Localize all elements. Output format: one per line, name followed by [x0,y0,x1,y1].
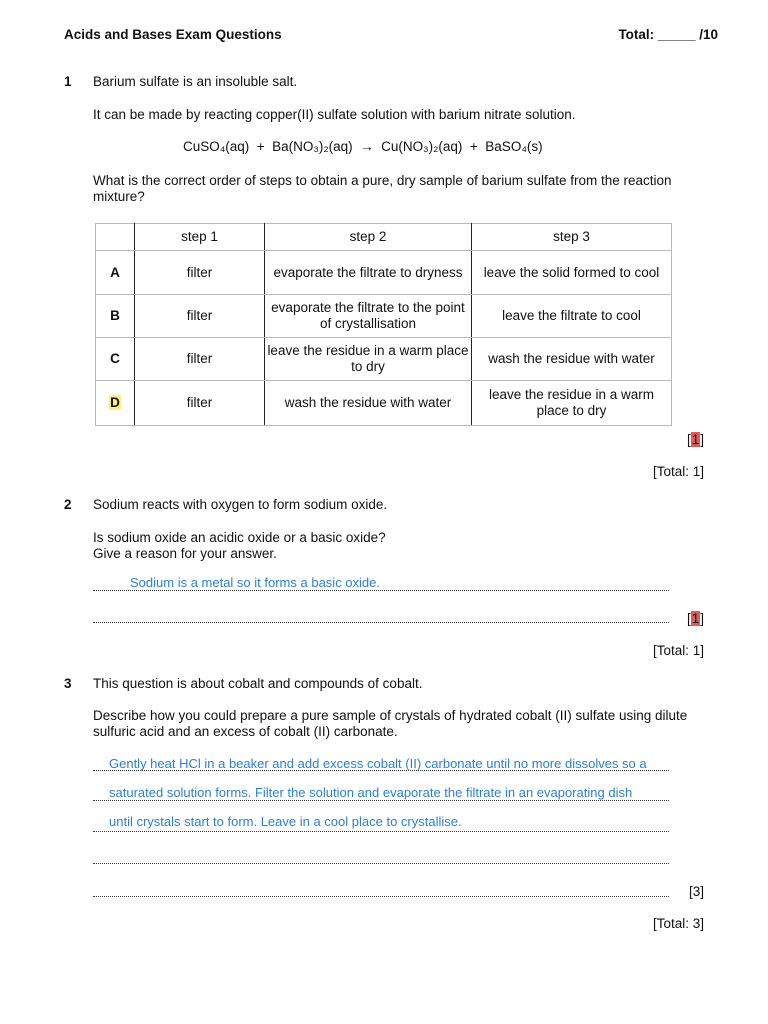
row-label-a: A [96,251,135,295]
q2-line1: Sodium reacts with oxygen to form sodium oxide. [93,497,388,512]
q3-answer-line-1: Gently heat HCl in a beaker and add excess cobalt (II) carbonate until no more dissolves so a [109,756,647,771]
q3-mark: [3] [688,884,704,899]
table-header-empty [96,224,135,251]
row-label-b: B [96,295,135,338]
q3-total: [Total: 3] [652,916,704,931]
table-header-step3: step 3 [472,224,672,251]
q2-mark-value: 1 [691,611,700,626]
cell-step2: evaporate the filtrate to the point of crystallisation [265,295,472,338]
row-label-c: C [96,338,135,381]
table-header-row [96,224,672,251]
cell-step1: filter [135,381,265,426]
answer-line [93,622,669,623]
answer-line [93,590,669,591]
q1-line1: Barium sulfate is an insoluble salt. [93,74,298,89]
cell-step1: filter [135,338,265,381]
cell-step2: leave the residue in a warm place to dry [265,338,472,381]
q3-line2: Describe how you could prepare a pure sample of crystals of hydrated cobalt (II) sulfate using dilute sulfuric acid and an excess of cobalt (II) carbonate. [93,708,688,739]
table-row [96,381,672,426]
question-3-number: 3 [64,676,72,691]
q1-question: What is the correct order of steps to obtain a pure, dry sample of barium sulfate from the reaction mixture? [93,173,672,204]
q2-mark: [1] [686,611,704,626]
table-header-step1: step 1 [135,224,265,251]
answer-line [93,800,669,801]
steps-table [95,223,672,426]
question-1-number: 1 [64,74,72,89]
q1-total: [Total: 1] [652,464,704,479]
cell-step1: filter [135,251,265,295]
selected-answer-highlight: D [110,395,120,410]
question-2-number: 2 [64,497,72,512]
total-score: Total: _____ /10 [618,27,718,42]
cell-step2: evaporate the filtrate to dryness [265,251,472,295]
q3-line1: This question is about cobalt and compounds of cobalt. [93,676,423,691]
q1-mark-value: 1 [691,432,700,447]
cell-step3: leave the filtrate to cool [472,295,672,338]
cell-step3: leave the residue in a warm place to dry [472,381,672,426]
q1-line2: It can be made by reacting copper(II) sulfate solution with barium nitrate solution. [93,107,576,122]
table-row [96,295,672,338]
table-row [96,251,672,295]
answer-line [93,896,669,897]
cell-step3: wash the residue with water [472,338,672,381]
q3-answer-line-2: saturated solution forms. Filter the solution and evaporate the filtrate in an evaporating dish [109,785,633,800]
answer-line [93,831,669,832]
answer-line [93,863,669,864]
q2-line3: Give a reason for your answer. [93,546,277,561]
q3-answer-line-3: until crystals start to form. Leave in a cool place to crystallise. [109,814,462,829]
cell-step3: leave the solid formed to cool [472,251,672,295]
document-title: Acids and Bases Exam Questions [64,27,282,42]
q2-answer: Sodium is a metal so it forms a basic oxide. [130,575,380,590]
cell-step2: wash the residue with water [265,381,472,426]
cell-step1: filter [135,295,265,338]
table-row [96,338,672,381]
q1-mark: [1] [686,432,704,447]
table-header-step2: step 2 [265,224,472,251]
row-label-d [96,381,135,426]
q1-equation: CuSO₄(aq) + Ba(NO₃)₂(aq) → Cu(NO₃)₂(aq) + BaSO₄(s) [183,139,543,154]
q2-total: [Total: 1] [652,643,704,658]
q2-line2: Is sodium oxide an acidic oxide or a basic oxide? [93,530,386,545]
